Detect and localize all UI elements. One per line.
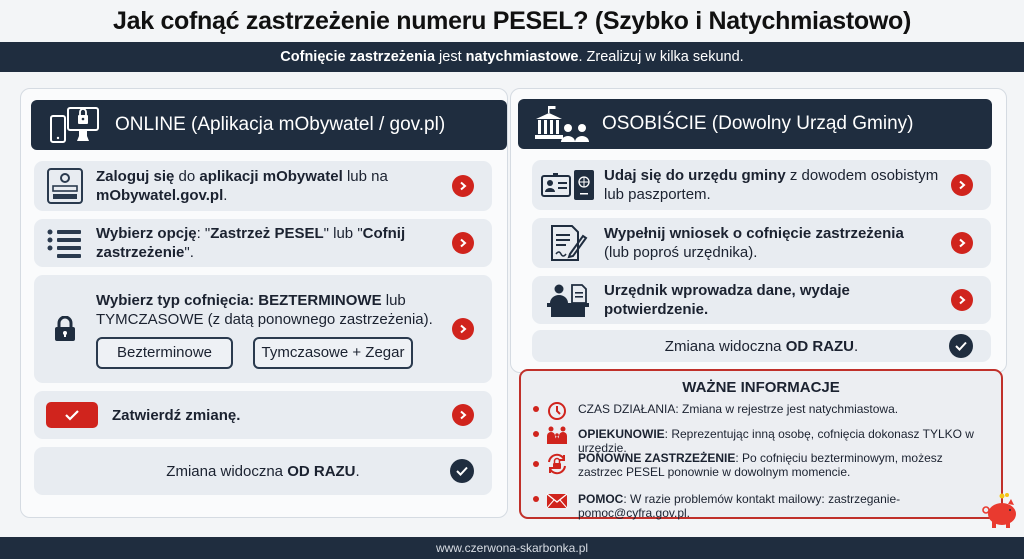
info-text[interactable]: : W razie problemów kontakt mailowy: zastrzeganie-pomoc@cyfra.gov.pl.	[578, 492, 901, 520]
online-header	[31, 100, 507, 150]
step-bold: Zaloguj się	[96, 168, 175, 185]
government-building-people-icon	[532, 104, 592, 144]
info-label: PONOWNE ZASTRZEŻENIE	[578, 451, 736, 465]
info-text: : Po cofnięciu bezterminowym, możesz zastrzec PESEL ponownie w dowolnym momencie.	[578, 451, 943, 479]
step-text: .	[223, 187, 228, 204]
step-text: lub na	[342, 168, 388, 185]
in-person-result	[532, 330, 991, 362]
check-circle-icon	[450, 459, 474, 483]
step-bold: Wypełnij wniosek o cofnięcie zastrzeżenia	[604, 225, 904, 242]
step-bold: mObywatel.gov.pl	[96, 187, 224, 204]
step-bold: Wybierz typ cofnięcia: BEZTERMINOWE	[96, 292, 382, 309]
id-card-passport-icon	[532, 168, 604, 202]
check-circle-icon	[949, 334, 973, 358]
info-item-time	[533, 402, 898, 420]
page-title: Jak cofnąć zastrzeżenie numeru PESEL? (Szybko i Natychmiastowo)	[0, 0, 1024, 42]
online-step-login[interactable]	[34, 161, 492, 211]
in-person-result-text	[532, 338, 991, 355]
subtitle-bold-1: Cofnięcie zastrzeżenia	[280, 49, 436, 65]
info-text: : Reprezentując inną osobę, cofnięcia dokonasz TYLKO w urzędzie.	[578, 427, 974, 455]
result-text: .	[854, 337, 859, 355]
info-label: CZAS DZIAŁANIA	[578, 402, 676, 416]
online-step-4-text	[112, 406, 452, 425]
step-text: ".	[184, 244, 194, 261]
online-step-2-text	[96, 224, 452, 262]
clock-icon	[546, 402, 568, 420]
step-text: " lub "	[323, 225, 363, 242]
chevron-right-icon[interactable]	[951, 232, 973, 254]
result-text: .	[355, 462, 360, 480]
info-label: POMOC	[578, 492, 624, 506]
chevron-right-icon[interactable]	[452, 404, 474, 426]
online-step-choose-option[interactable]	[34, 219, 492, 267]
online-step-3-text	[96, 289, 452, 369]
step-text: z dowodem osobistym lub paszportem.	[604, 167, 939, 203]
important-info-box	[519, 369, 1003, 519]
online-title: ONLINE (Aplikacja mObywatel / gov.pl)	[115, 114, 446, 135]
checkmark-icon	[46, 402, 98, 428]
in-person-title: OSOBIŚCIE (Dowolny Urząd Gminy)	[602, 113, 914, 134]
in-person-step-3-text	[604, 281, 951, 319]
step-text: do	[174, 168, 200, 185]
option-temporary-button[interactable]: Tymczasowe + Zegar	[253, 337, 413, 369]
online-result	[34, 447, 492, 495]
chevron-right-icon[interactable]	[452, 232, 474, 254]
online-step-confirm[interactable]	[34, 391, 492, 439]
subtitle-bold-3: natychmiastowe	[465, 49, 579, 65]
important-info-title: WAŻNE INFORMACJE	[682, 379, 840, 396]
online-result-text	[34, 463, 492, 480]
online-panel	[20, 88, 508, 518]
step-bold: Zatwierdź zmianę.	[112, 406, 241, 424]
bullet-dot	[533, 431, 539, 437]
step-bold: aplikacji mObywatel	[199, 168, 343, 185]
info-item-text	[578, 451, 953, 479]
step-bold: Urzędnik wprowadza dane, wydaje potwierdzenie.	[604, 282, 850, 318]
relock-cycle-icon	[546, 455, 568, 473]
chevron-right-icon[interactable]	[951, 174, 973, 196]
info-item-text	[578, 402, 898, 416]
piggy-bank-logo-icon	[980, 492, 1020, 530]
in-person-step-clerk[interactable]	[532, 276, 991, 324]
step-bold: Cofnij zastrzeżenie	[96, 225, 406, 261]
devices-lock-icon	[45, 105, 105, 145]
in-person-step-fill-form[interactable]	[532, 218, 991, 268]
step-bold: Zastrzeż PESEL	[210, 225, 324, 242]
step-text: (lub poproś urzędnika).	[604, 244, 758, 261]
info-label: OPIEKUNOWIE	[578, 427, 665, 441]
footer-url[interactable]: www.czerwona-skarbonka.pl	[0, 537, 1024, 559]
info-text: : Zmiana w rejestrze jest natychmiastowa.	[675, 402, 899, 416]
bullet-dot	[533, 461, 539, 467]
in-person-step-visit-office[interactable]	[532, 160, 991, 210]
list-icon	[34, 228, 96, 258]
option-indefinite-button[interactable]: Bezterminowe	[96, 337, 233, 369]
info-item-help	[533, 492, 1001, 520]
login-form-icon	[34, 167, 96, 205]
result-bold: OD RAZU	[287, 462, 356, 480]
chevron-right-icon[interactable]	[951, 289, 973, 311]
result-text: Zmiana widoczna	[166, 462, 288, 480]
in-person-step-1-text	[604, 166, 951, 204]
subtitle-text-2: jest	[435, 49, 466, 65]
subtitle-bar	[0, 42, 1024, 72]
bullet-dot	[533, 496, 539, 502]
subtitle-text-4: . Zrealizuj w kilka sekund.	[578, 49, 744, 65]
chevron-right-icon[interactable]	[452, 175, 474, 197]
info-item-text	[578, 492, 1001, 520]
clerk-desk-icon	[532, 283, 604, 317]
confirm-chip	[34, 402, 112, 428]
step-bold: Wybierz opcję	[96, 225, 197, 242]
step-text: : "	[196, 225, 211, 242]
signed-document-icon	[532, 224, 604, 262]
online-step-choose-type	[34, 275, 492, 383]
in-person-header	[518, 99, 992, 149]
online-step-1-text	[96, 167, 452, 205]
bullet-dot	[533, 406, 539, 412]
in-person-step-2-text	[604, 224, 951, 262]
info-item-relock	[533, 451, 953, 479]
step-bold: Udaj się do urzędu gminy	[604, 167, 786, 184]
result-text: Zmiana widoczna	[664, 337, 786, 355]
step-text: lub TYMCZASOWE (z datą ponownego zastrzeżenia).	[96, 292, 433, 328]
lock-icon	[34, 316, 96, 342]
result-bold: OD RAZU	[785, 337, 855, 355]
guardians-icon	[546, 427, 568, 445]
chevron-right-icon[interactable]	[452, 318, 474, 340]
mail-icon	[546, 492, 568, 510]
